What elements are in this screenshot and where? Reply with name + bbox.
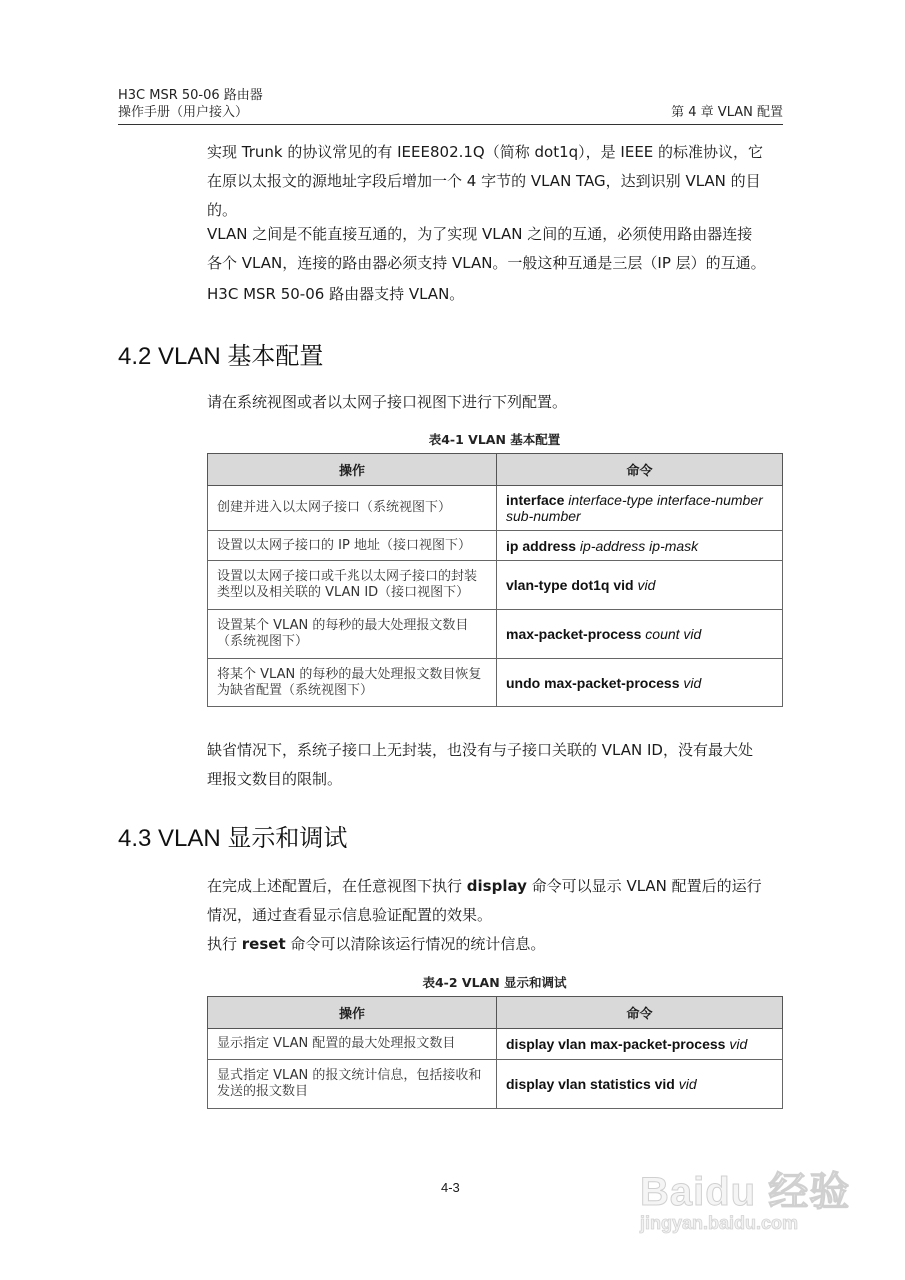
header-chapter: 第 4 章 VLAN 配置	[671, 105, 783, 120]
table-row	[208, 610, 783, 659]
column-header-operation: 操作	[208, 997, 497, 1029]
column-header-operation: 操作	[208, 454, 497, 486]
line: 的。	[207, 201, 238, 219]
cmd-keyword: ip address	[506, 537, 577, 554]
section-4-2-title: 4.2 VLAN 基本配置	[118, 343, 324, 370]
text: 执行	[207, 935, 242, 953]
cmd-cell	[497, 486, 783, 531]
table-4-2-caption: 表4-2 VLAN 显示和调试	[422, 975, 567, 990]
op-cell: 创建并进入以太网子接口（系统视图下）	[208, 486, 497, 531]
line: 缺省情况下，系统子接口上无封装，也没有与子接口关联的 VLAN ID，没有最大处	[207, 741, 753, 759]
baidu-watermark	[640, 1160, 850, 1234]
watermark-url: jingyan.baidu.com	[640, 1213, 799, 1233]
text: 命令可以显示 VLAN 配置后的运行	[526, 877, 762, 895]
table-4-1-caption: 表4-1 VLAN 基本配置	[428, 432, 561, 447]
page-number: 4-3	[441, 1180, 460, 1195]
table-row	[208, 486, 783, 531]
cmd-keyword: display vlan max-packet-process	[506, 1036, 726, 1052]
table-row	[208, 561, 783, 610]
text: 命令可以清除该运行情况的统计信息。	[285, 935, 546, 953]
cmd-keyword: max-packet-process	[506, 626, 642, 642]
section-4-2-note	[207, 736, 785, 794]
line: 情况，通过查看显示信息验证配置的效果。	[207, 906, 493, 924]
cmd-args: count vid	[645, 626, 702, 642]
table-row	[208, 659, 783, 707]
intro-paragraph-2	[207, 220, 785, 278]
cmd-cell	[497, 1060, 783, 1109]
cmd-keyword: display vlan statistics vid	[506, 1076, 675, 1092]
section-4-3-title: 4.3 VLAN 显示和调试	[118, 825, 348, 852]
section-4-3-paragraph-1	[207, 872, 785, 930]
cmd-cell	[497, 1029, 783, 1060]
column-header-command: 命令	[497, 997, 783, 1029]
cmd-cell	[497, 531, 783, 561]
text: 在完成上述配置后，在任意视图下执行	[207, 877, 467, 895]
display-keyword: display	[466, 877, 527, 895]
header-manual: 操作手册（用户接入）	[118, 105, 249, 120]
cmd-cell	[497, 561, 783, 610]
watermark-logo: Baidu 经验	[640, 1170, 851, 1214]
section-4-3-paragraph-2	[207, 930, 785, 959]
op-cell: 将某个 VLAN 的每秒的最大处理报文数目恢复为缺省配置（系统视图下）	[208, 659, 497, 707]
cmd-args: interface-type interface-number sub-number	[506, 492, 763, 524]
cmd-args: vid	[637, 577, 656, 593]
cmd-cell	[497, 659, 783, 707]
cmd-args: ip-address ip-mask	[579, 537, 699, 554]
table-row	[208, 1060, 783, 1109]
line: 各个 VLAN，连接的路由器必须支持 VLAN。一般这种互通是三层（IP 层）的互通。	[207, 254, 766, 272]
line	[207, 872, 785, 901]
cmd-args: vid	[729, 1036, 748, 1052]
cmd-keyword: vlan-type dot1q vid	[506, 577, 634, 593]
intro-paragraph-1	[207, 138, 785, 225]
cmd-args: vid	[678, 1076, 697, 1092]
cmd-args: vid	[683, 674, 702, 691]
column-header-command: 命令	[497, 454, 783, 486]
op-cell: 设置以太网子接口或千兆以太网子接口的封装类型以及相关联的 VLAN ID（接口视图下）	[208, 561, 497, 610]
line: VLAN 之间是不能直接互通的，为了实现 VLAN 之间的互通，必须使用路由器连接	[207, 225, 753, 243]
table-4-2	[207, 996, 783, 1109]
cmd-keyword: undo max-packet-process	[506, 674, 680, 691]
table-row	[208, 1029, 783, 1060]
line: 理报文数目的限制。	[207, 770, 343, 788]
op-cell: 显示指定 VLAN 配置的最大处理报文数目	[208, 1029, 497, 1060]
op-cell: 显式指定 VLAN 的报文统计信息，包括接收和发送的报文数目	[208, 1060, 497, 1109]
cmd-keyword: interface	[506, 492, 565, 508]
intro-paragraph-3: H3C MSR 50-06 路由器支持 VLAN。	[207, 285, 465, 303]
cmd-cell	[497, 610, 783, 659]
table-4-1	[207, 453, 783, 707]
table-row	[208, 531, 783, 561]
op-cell: 设置某个 VLAN 的每秒的最大处理报文数目（系统视图下）	[208, 610, 497, 659]
line: 在原以太报文的源地址字段后增加一个 4 字节的 VLAN TAG，达到识别 VLAN 的目	[207, 172, 761, 190]
section-4-2-lead: 请在系统视图或者以太网子接口视图下进行下列配置。	[207, 393, 568, 411]
header-rule	[118, 124, 783, 125]
op-cell: 设置以太网子接口的 IP 地址（接口视图下）	[208, 531, 497, 561]
line: 实现 Trunk 的协议常见的有 IEEE802.1Q（简称 dot1q），是 IEEE 的标准协议，它	[207, 143, 764, 161]
reset-keyword: reset	[241, 935, 286, 953]
header-product: H3C MSR 50-06 路由器	[118, 88, 263, 103]
